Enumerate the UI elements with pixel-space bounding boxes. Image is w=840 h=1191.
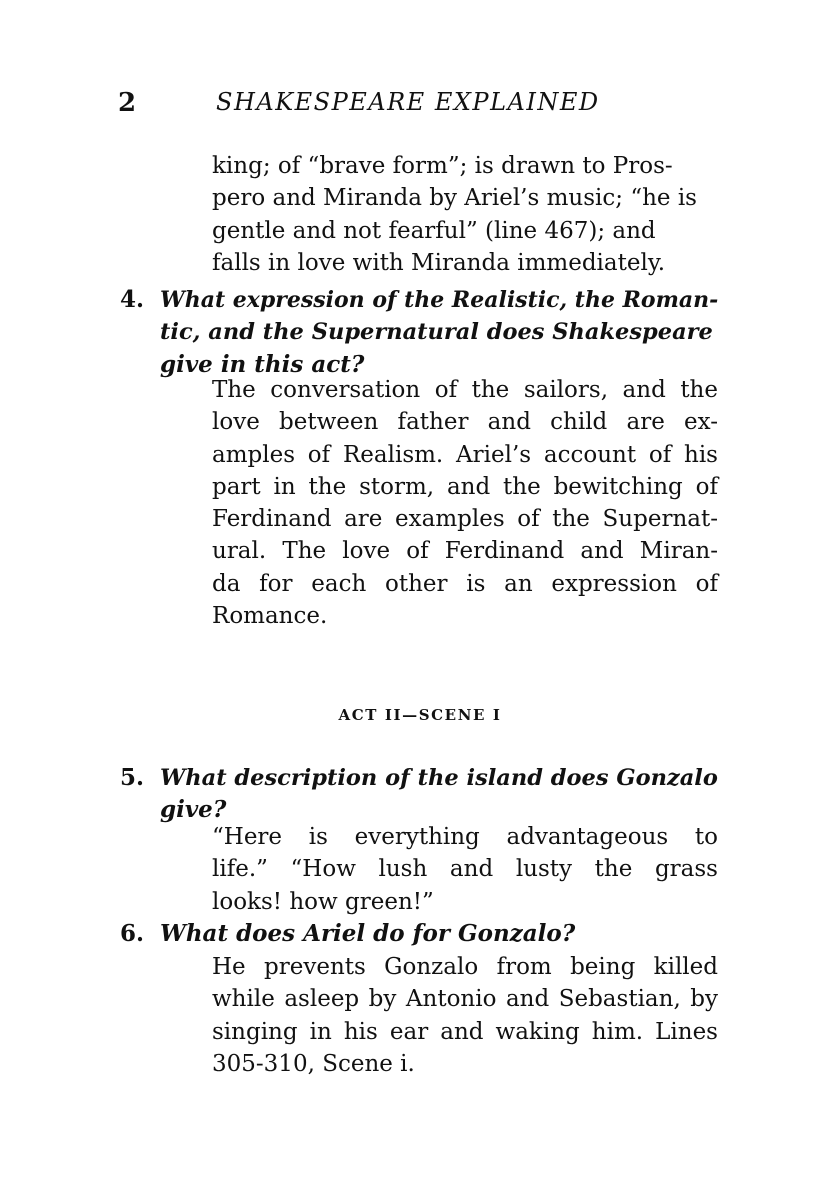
question-line: give in this act? (160, 350, 365, 378)
question-5 (120, 762, 722, 827)
answer-3-continued (212, 150, 718, 279)
question-line: give? (160, 796, 227, 824)
answer-line: while asleep by Antonio and Sebastian, by (212, 986, 718, 1013)
answer-line: life.” “How lush and lusty the grass (212, 856, 718, 883)
answer-line: gentle and not fearful” (line 467); and (212, 217, 656, 244)
question-number: 5. (120, 764, 145, 791)
question-6 (120, 918, 722, 950)
question-number: 6. (120, 920, 145, 947)
page-header (118, 88, 678, 128)
answer-line: Romance. (212, 603, 328, 630)
answer-5 (212, 821, 718, 918)
answer-line: falls in love with Miranda immediately. (212, 249, 666, 276)
question-number: 4. (120, 286, 145, 313)
answer-line: pero and Miranda by Ariel’s music; “he is (212, 185, 697, 212)
answer-line: looks! how green!” (212, 888, 434, 915)
running-title: SHAKESPEARE EXPLAINED (216, 88, 600, 116)
answer-line: amples of Realism. Ariel’s account of his (212, 441, 718, 468)
scene-heading: ACT II—SCENE I (338, 706, 502, 724)
answer-line: “Here is everything advantageous to (212, 824, 718, 850)
answer-line: The conversation of the sailors, and the (212, 377, 718, 403)
answer-line: Ferdinand are examples of the Supernat- (212, 506, 718, 533)
question-line: tic, and the Supernatural does Shakespeare (160, 319, 713, 346)
answer-line: He prevents Gonzalo from being killed (212, 954, 718, 980)
answer-line: 305-310, Scene i. (212, 1050, 415, 1077)
answer-line: ural. The love of Ferdinand and Miran- (212, 538, 718, 565)
question-line: What does Ariel do for Gonzalo? (160, 920, 576, 947)
answer-4 (212, 374, 718, 632)
question-line: What expression of the Realistic, the Roman- (160, 287, 719, 313)
answer-line: king; of “brave form”; is drawn to Pros- (212, 153, 673, 179)
answer-line: singing in his ear and waking him. Lines (212, 1018, 718, 1045)
answer-line: love between father and child are ex- (212, 409, 718, 436)
answer-line: part in the storm, and the bewitching of (212, 473, 718, 500)
question-line: What description of the island does Gonzalo (160, 765, 718, 791)
page-number: 2 (118, 88, 137, 118)
answer-line: da for each other is an expression of (212, 570, 718, 597)
answer-6 (212, 951, 718, 1080)
question-4 (120, 284, 722, 381)
